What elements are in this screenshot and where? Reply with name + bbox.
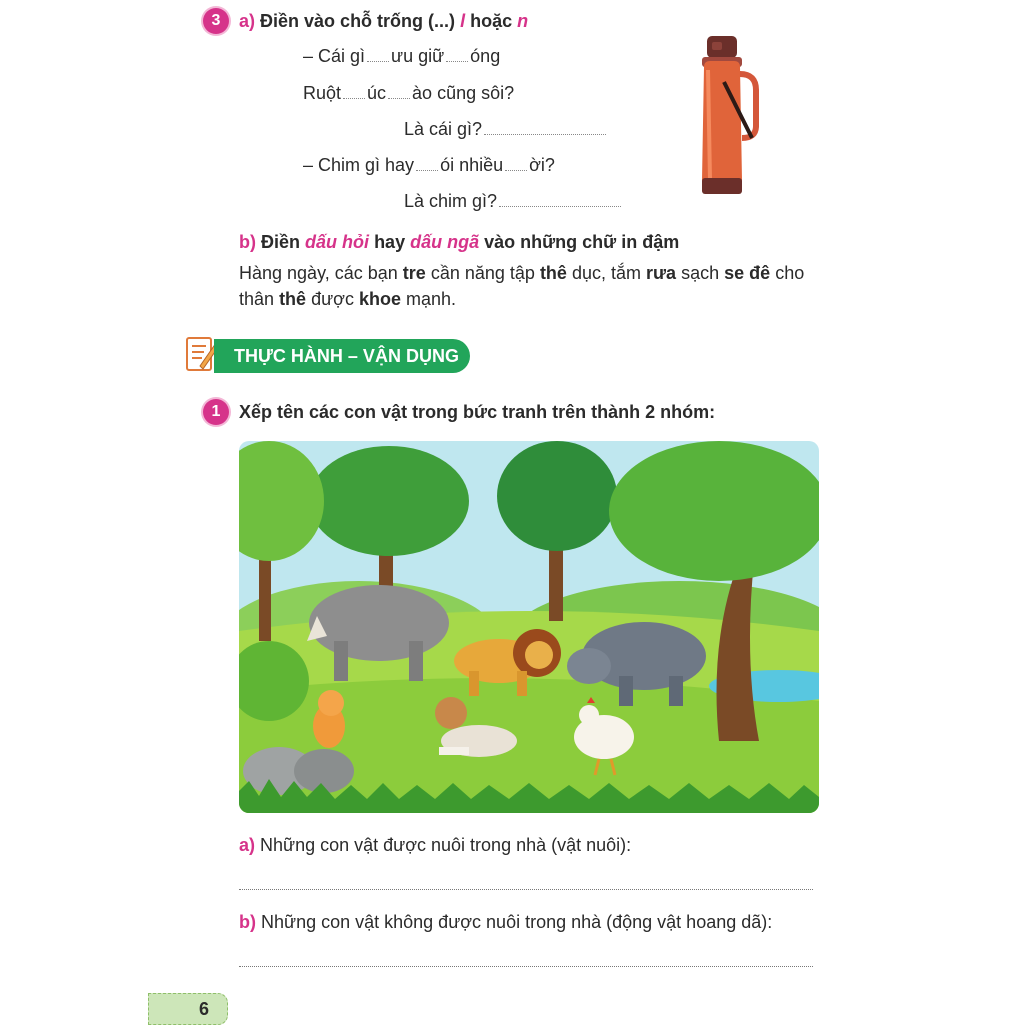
p7: được (311, 289, 354, 309)
letter-l: l (460, 11, 466, 31)
blank[interactable] (343, 84, 365, 99)
riddle1-line2 (303, 83, 514, 104)
answer-blank[interactable] (499, 192, 621, 207)
thermos-icon (690, 30, 770, 200)
exercise-3b-instruction (239, 230, 679, 254)
riddle1-line1-c: óng (470, 46, 501, 66)
exercise-3a-prefix: a) (239, 11, 256, 31)
riddle1-line2-b: úc (367, 83, 387, 103)
exercise-3b-t5: vào những chữ in đậm (484, 232, 680, 252)
bold-word[interactable]: rưa (646, 263, 677, 283)
riddle1-line1-b: ưu giữ (391, 46, 445, 66)
or-word: hoặc (470, 11, 513, 31)
section-title: THỰC HÀNH – VẬN DỤNG (234, 345, 459, 366)
exercise-3-badge: 3 (203, 8, 229, 34)
exercise-1b-text (239, 912, 772, 933)
letter-n: n (517, 11, 529, 31)
bold-word[interactable]: thê (279, 289, 307, 309)
page-number: 6 (198, 998, 209, 1019)
p2: cần năng tập (430, 263, 535, 283)
section-banner (214, 339, 470, 373)
exercise-1b-label: Những con vật không được nuôi trong nhà (động vật hoang dã): (261, 912, 773, 932)
exercise-3b-t2: dấu hỏi (305, 232, 370, 252)
page-number-tab (148, 993, 228, 1025)
bold-word[interactable]: se (724, 263, 745, 283)
blank[interactable] (388, 84, 410, 99)
exercise-1a-prefix: a) (239, 835, 256, 855)
riddle1-line2-a: Ruột (303, 83, 342, 103)
bold-word[interactable]: đê (749, 263, 771, 283)
riddle2-question: Là chim gì? (404, 191, 498, 211)
exercise-3a-instruction (239, 9, 528, 33)
p8: mạnh. (406, 289, 457, 309)
blank[interactable] (367, 47, 389, 62)
exercise-1-instruction: Xếp tên các con vật trong bức tranh trên thành 2 nhóm: (239, 402, 716, 422)
p6: thân (239, 289, 275, 309)
riddle2-line1-c: ời? (529, 155, 555, 175)
p4: sạch (681, 263, 720, 283)
answer-blank[interactable] (484, 120, 606, 135)
exercise-3b-t1: Điền (261, 232, 301, 252)
exercise-3b-t4: dấu ngã (410, 232, 480, 252)
bold-word[interactable]: thê (539, 263, 567, 283)
riddle1-line1 (303, 46, 500, 67)
p5: cho (775, 263, 805, 283)
riddle1-line1-a: – Cái gì (303, 46, 366, 66)
exercise-3a-text: Điền vào chỗ trống (...) (260, 11, 456, 31)
exercise-1a-label: Những con vật được nuôi trong nhà (vật nuôi): (260, 835, 632, 855)
bold-word[interactable]: tre (402, 263, 426, 283)
exercise-1b-answer-line[interactable] (239, 965, 813, 967)
exercise-3b-t3: hay (374, 232, 406, 252)
riddle1-line3 (404, 119, 608, 140)
p3: dục, tắm (571, 263, 641, 283)
bold-word[interactable]: khoe (358, 289, 401, 309)
exercise-1a-text (239, 835, 631, 856)
blank[interactable] (416, 156, 438, 171)
blank[interactable] (446, 47, 468, 62)
exercise-3b-prefix: b) (239, 232, 256, 252)
riddle1-question: Là cái gì? (404, 119, 483, 139)
exercise-1a-answer-line[interactable] (239, 888, 813, 890)
riddle1-line2-c: ào cũng sôi? (412, 83, 515, 103)
exercise-1-badge: 1 (203, 399, 229, 425)
animals-forest-illustration (239, 441, 819, 813)
riddle2-line1 (303, 155, 555, 176)
riddle2-line1-b: ói nhiều (440, 155, 504, 175)
exercise-1b-prefix: b) (239, 912, 256, 932)
riddle2-line2 (404, 191, 623, 212)
exercise-3b-paragraph (239, 260, 839, 312)
riddle2-line1-a: – Chim gì hay (303, 155, 415, 175)
blank[interactable] (505, 156, 527, 171)
p1: Hàng ngày, các bạn (239, 263, 398, 283)
